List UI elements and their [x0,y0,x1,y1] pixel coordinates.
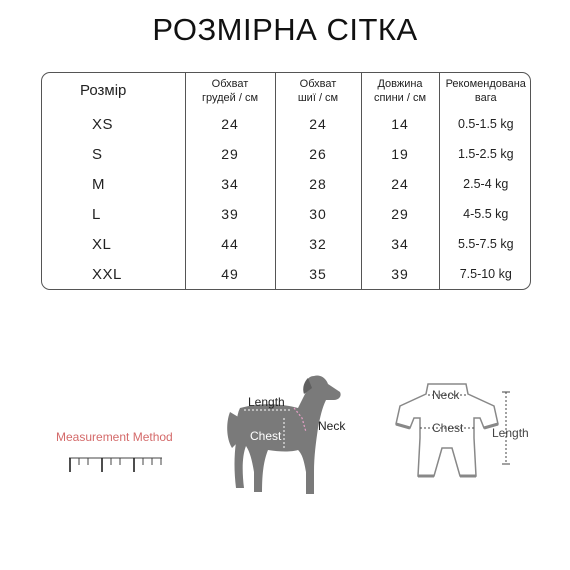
table-row [42,229,531,259]
header-weight-line1: Рекомендована [445,78,526,90]
cell-neck: 30 [275,199,361,229]
cell-back: 29 [361,199,439,229]
cell-weight: 5.5-7.5 kg [439,229,531,259]
table-row [42,109,531,139]
cell-neck: 26 [275,139,361,169]
dog-silhouette-icon [222,372,357,502]
cell-chest: 49 [185,259,275,289]
cell-neck: 28 [275,169,361,199]
cell-chest: 44 [185,229,275,259]
cell-weight: 2.5-4 kg [439,169,531,199]
cell-chest: 39 [185,199,275,229]
table-row [42,139,531,169]
cell-weight: 1.5-2.5 kg [439,139,531,169]
dog-clothing-icon [388,380,538,500]
cell-back: 24 [361,169,439,199]
measurement-method-label: Measurement Method [56,430,173,444]
dog-length-label: Length [248,395,285,409]
header-back [361,73,439,109]
cell-neck: 35 [275,259,361,289]
header-weight-line2: вага [474,92,497,104]
shirt-chest-label: Chest [432,421,464,435]
table-row [42,169,531,199]
cell-weight: 4-5.5 kg [439,199,531,229]
cell-chest: 34 [185,169,275,199]
header-neck-line2: шиї / см [297,92,339,104]
cell-chest: 29 [185,139,275,169]
shirt-neck-label: Neck [432,388,460,402]
cell-back: 39 [361,259,439,289]
header-neck [275,73,361,109]
shirt-length-label: Length [492,426,529,440]
header-chest [185,73,275,109]
cell-chest: 24 [185,109,275,139]
dog-neck-label: Neck [318,419,346,433]
cell-weight: 7.5-10 kg [439,259,531,289]
dog-chest-label: Chest [250,429,282,443]
header-chest-line2: грудей / см [201,92,259,104]
header-neck-line1: Обхват [299,78,337,90]
header-weight [439,73,531,109]
cell-back: 34 [361,229,439,259]
cell-back: 14 [361,109,439,139]
header-back-line2: спини / см [373,92,427,104]
header-back-line1: Довжина [377,78,423,90]
cell-size: XS [92,115,114,133]
header-size: Розмір [80,82,127,99]
header-chest-line1: Обхват [211,78,249,90]
cell-neck: 24 [275,109,361,139]
table-row [42,259,531,289]
cell-back: 19 [361,139,439,169]
cell-size: XXL [92,265,122,283]
table-row [42,199,531,229]
cell-size: M [92,175,105,193]
cell-size: S [92,145,103,163]
cell-weight: 0.5-1.5 kg [439,109,531,139]
cell-size: L [92,205,101,223]
cell-neck: 32 [275,229,361,259]
table-header-row [42,73,531,109]
page-title: РОЗМІРНА СІТКА [152,12,418,47]
cell-size: XL [92,235,112,253]
size-table [41,72,531,290]
ruler-icon [68,450,164,476]
